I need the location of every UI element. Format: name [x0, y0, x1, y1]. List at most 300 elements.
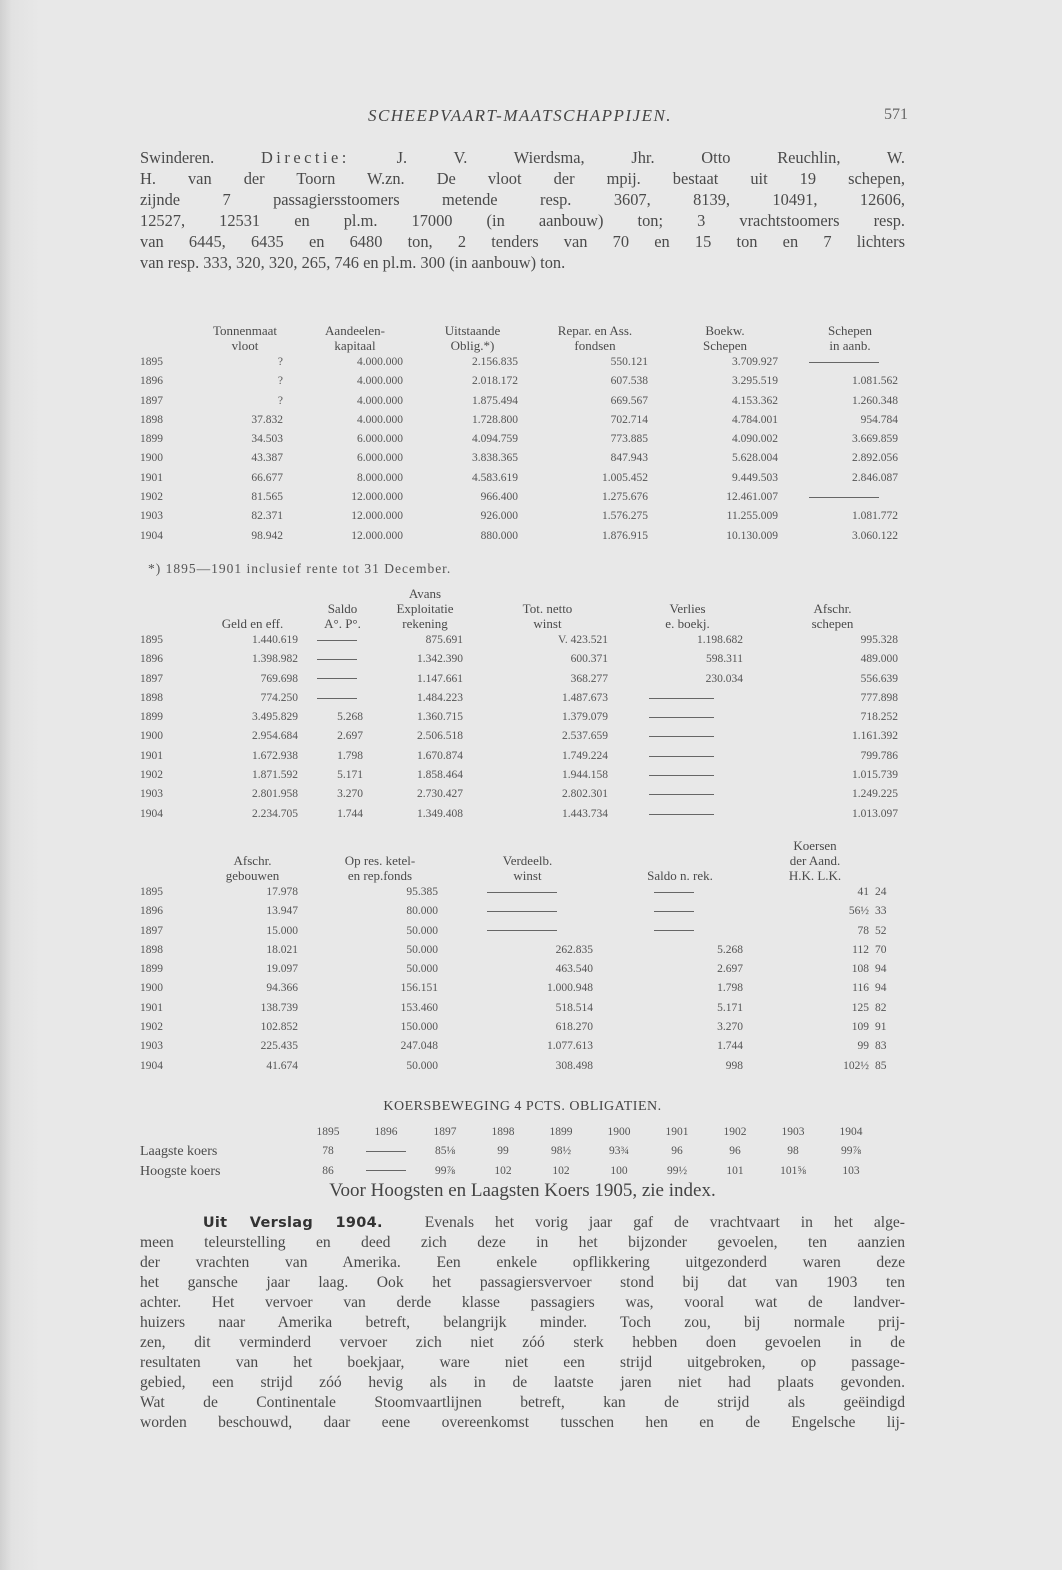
bond-year: 1899 — [549, 1126, 573, 1138]
bond-value: 93¾ — [608, 1145, 630, 1158]
column-header: A°. P°. — [324, 616, 361, 631]
value-cell — [605, 922, 755, 941]
value-cell: 81.565 — [251, 491, 283, 504]
column-header: Verdeelb. — [502, 853, 553, 868]
bond-year: 1904 — [839, 1126, 863, 1138]
value-cell: 1.379.079 — [562, 711, 608, 724]
value-cell: 150.000 — [400, 1021, 438, 1034]
column-header: gebouwen — [225, 868, 280, 883]
year-cell: 1903 — [140, 510, 163, 523]
year-cell: 1904 — [140, 1059, 163, 1072]
bond-value: 101 — [726, 1164, 744, 1177]
directie-label: Directie: — [260, 148, 350, 167]
value-cell: 3.669.859 — [852, 433, 898, 446]
value-cell: 1.349.408 — [417, 807, 463, 820]
value-cell: 1.576.275 — [602, 510, 648, 523]
value-cell: 56½ — [848, 905, 869, 918]
table-row — [140, 449, 910, 468]
value-cell: 550.121 — [610, 356, 648, 368]
value-cell — [605, 883, 755, 902]
report-line: zen, dit verminderd vervoer zich niet zóó sterk hebben doen gevoelen in de — [140, 1334, 905, 1351]
value-cell: 1.672.938 — [252, 749, 298, 762]
value-cell: 2.506.518 — [417, 730, 463, 743]
intro-paragraph — [140, 147, 905, 273]
column-header — [605, 838, 755, 853]
value-cell — [620, 766, 755, 785]
value-cell: 78 — [857, 924, 869, 937]
report-lead: Uit Verslag 1904. — [202, 1215, 383, 1231]
year-cell: 1899 — [140, 711, 163, 724]
column-header: Tonnenmaat — [212, 323, 278, 338]
dash-placeholder — [487, 911, 557, 912]
value-cell: 6.000.000 — [357, 433, 403, 446]
bond-year: 1902 — [723, 1126, 747, 1138]
bond-row — [140, 1162, 880, 1181]
value-cell: 4.000.000 — [357, 413, 403, 426]
value-cell: 3.270 — [717, 1021, 743, 1034]
column-header: Saldo — [327, 601, 358, 616]
value-cell: 926.000 — [480, 510, 518, 523]
value-cell: 600.371 — [570, 653, 608, 666]
value-cell: 50.000 — [406, 963, 438, 976]
value-cell — [605, 902, 755, 921]
value-cell: 138.739 — [260, 1001, 298, 1014]
bond-value: 100 — [610, 1164, 628, 1177]
bond-year: 1895 — [316, 1126, 340, 1138]
column-header: Afschr. — [813, 601, 852, 616]
value-cell: 1.342.390 — [417, 653, 463, 666]
value-cell — [620, 708, 755, 727]
bond-value: 99⅞ — [840, 1145, 862, 1158]
table-row — [140, 507, 910, 526]
value-cell — [620, 689, 755, 708]
dash-placeholder — [317, 640, 357, 641]
value-cell: 702.714 — [610, 413, 648, 426]
value-cell — [620, 727, 755, 746]
value-cell: 875.691 — [425, 634, 463, 646]
value-cell: 52 — [875, 924, 887, 937]
value-cell: 15.000 — [266, 924, 298, 937]
year-cell: 1903 — [140, 788, 163, 801]
value-cell: ? — [277, 394, 283, 407]
column-header: Oblig.*) — [450, 338, 495, 353]
table-row — [140, 488, 910, 507]
value-cell: 230.034 — [705, 672, 743, 685]
year-cell: 1898 — [140, 413, 163, 426]
column-header: Op res. ketel- — [344, 853, 416, 868]
column-header — [140, 838, 195, 853]
bond-value: 99⅞ — [434, 1164, 456, 1177]
value-cell: 108 — [851, 963, 869, 976]
table-row — [140, 650, 910, 669]
column-header — [140, 616, 195, 631]
bond-row — [140, 1142, 880, 1161]
intro-line: H. van der Toorn W.zn. De vloot der mpij. bestaat uit 19 schepen, — [140, 169, 905, 188]
year-cell: 1899 — [140, 433, 163, 446]
bond-value: 103 — [842, 1164, 860, 1177]
column-header: Koersen — [793, 838, 837, 853]
bond-value: 85⅛ — [434, 1145, 456, 1158]
column-header: Saldo n. rek. — [647, 868, 713, 883]
value-cell: 98.942 — [251, 529, 283, 542]
value-cell: 94 — [875, 963, 887, 976]
intro-line: Swinderen. Directie: J. V. Wierdsma, Jhr. Otto Reuchlin, W. — [140, 148, 905, 167]
column-header — [450, 838, 605, 853]
value-cell — [310, 670, 375, 689]
value-cell: ? — [277, 375, 283, 388]
column-header: schepen — [811, 616, 854, 631]
year-cell: 1904 — [140, 807, 163, 820]
report-line: meen teleurstelling en deed zich deze in het bijzonder gevoelen, ten aanzien — [140, 1234, 905, 1251]
fleet-capital-table — [140, 323, 910, 546]
table-row — [140, 1037, 910, 1056]
year-cell: 1895 — [140, 886, 163, 898]
intro-line: van resp. 333, 320, 320, 265, 746 en pl.m. 300 (in aanbouw) ton. — [140, 253, 566, 272]
year-cell: 1895 — [140, 634, 163, 646]
value-cell: 1.005.452 — [602, 471, 648, 484]
column-header: winst — [533, 616, 562, 631]
value-cell: 1.798 — [337, 749, 363, 762]
bond-value: 86 — [322, 1164, 334, 1177]
bond-year: 1896 — [374, 1126, 398, 1138]
value-cell: 9.449.503 — [732, 471, 778, 484]
value-cell: 94 — [875, 982, 887, 995]
value-cell: 1.484.223 — [417, 691, 463, 704]
column-header — [475, 586, 620, 601]
value-cell: 94.366 — [266, 982, 298, 995]
value-cell: 1.744 — [717, 1040, 743, 1053]
dash-placeholder — [809, 362, 879, 363]
value-cell: 1.858.464 — [417, 769, 463, 782]
table-row — [140, 353, 910, 372]
value-cell — [620, 747, 755, 766]
value-cell: 2.846.087 — [852, 471, 898, 484]
value-cell: 262.835 — [555, 943, 593, 956]
value-cell: 70 — [875, 943, 887, 956]
value-cell: 116 — [852, 982, 869, 995]
value-cell: 5.171 — [337, 769, 363, 782]
table-row — [140, 902, 910, 921]
dash-placeholder — [649, 717, 714, 718]
value-cell: 83 — [875, 1040, 887, 1053]
value-cell: 1.013.097 — [852, 807, 898, 820]
page-title: SCHEEPVAART-MAATSCHAPPIJEN. — [367, 106, 673, 125]
bond-value — [356, 1162, 416, 1181]
value-cell: 1.871.592 — [252, 769, 298, 782]
table-row — [140, 708, 910, 727]
value-cell — [450, 902, 605, 921]
value-cell: 556.639 — [860, 672, 898, 685]
value-cell: 3.709.927 — [732, 356, 778, 368]
column-header: Geld en eff. — [221, 616, 284, 631]
value-cell: 4.784.001 — [732, 413, 778, 426]
value-cell: 1.275.676 — [602, 491, 648, 504]
intro-line: 12527, 12531 en pl.m. 17000 (in aanbouw) ton; 3 vrachtstoomers resp. — [140, 211, 905, 230]
year-cell: 1900 — [140, 730, 163, 743]
value-cell: 998 — [725, 1059, 743, 1072]
bond-year-row — [140, 1123, 880, 1142]
value-cell: 2.018.172 — [472, 375, 518, 388]
value-cell: 2.954.684 — [252, 730, 298, 743]
value-cell: 777.898 — [860, 691, 898, 704]
value-cell: 598.311 — [706, 653, 743, 666]
dash-placeholder — [317, 678, 357, 679]
dash-placeholder — [649, 698, 714, 699]
year-cell: 1896 — [140, 653, 163, 666]
value-cell: 618.270 — [555, 1021, 593, 1034]
value-cell: 2.801.958 — [252, 788, 298, 801]
bond-year: 1897 — [433, 1126, 457, 1138]
table-row — [140, 430, 910, 449]
header-row — [140, 616, 910, 631]
report-line: Wat de Continentale Stoomvaartlijnen betreft, kan de strijd als geëindigd — [140, 1394, 905, 1411]
year-cell: 1899 — [140, 963, 163, 976]
dash-placeholder — [317, 698, 357, 699]
report-line: resultaten van het boekjaar, ware niet een strijd uitgebroken, op passage- — [140, 1354, 905, 1371]
dash-placeholder — [366, 1151, 406, 1152]
table-row — [140, 941, 910, 960]
report-line: huizers naar Amerika betreft, belangrijk minder. Toch zou, bij normale prij- — [140, 1314, 905, 1331]
value-cell: 17.978 — [266, 886, 298, 898]
value-cell: 4.094.759 — [472, 433, 518, 446]
value-cell: 1.670.874 — [417, 749, 463, 762]
bond-value: 96 — [671, 1145, 683, 1158]
value-cell: 82.371 — [251, 510, 283, 523]
value-cell: 1.081.562 — [852, 375, 898, 388]
table-row — [140, 979, 910, 998]
value-cell: V. 423.521 — [558, 634, 608, 646]
value-cell: 12.000.000 — [351, 529, 403, 542]
bond-year: 1898 — [491, 1126, 515, 1138]
value-cell: 2.234.705 — [252, 807, 298, 820]
bond-value: 98½ — [550, 1145, 572, 1158]
value-cell: 8.000.000 — [357, 471, 403, 484]
value-cell: 1.081.772 — [852, 510, 898, 523]
value-cell: 1.440.619 — [252, 634, 298, 646]
table-row — [140, 469, 910, 488]
column-header: Repar. en Ass. — [557, 323, 633, 338]
intro-line: zijnde 7 passagiersstoomers metende resp. 3607, 8139, 10491, 12606, — [140, 190, 905, 209]
value-cell: 41.674 — [266, 1059, 298, 1072]
value-cell — [310, 689, 375, 708]
value-cell: 112 — [852, 943, 869, 956]
header-row — [140, 601, 910, 616]
value-cell: 2.697 — [337, 730, 363, 743]
value-cell: ? — [277, 356, 283, 368]
value-cell: 1.728.800 — [472, 413, 518, 426]
intro-line: van 6445, 6435 en 6480 ton, 2 tenders van 70 en 15 ton en 7 lichters — [140, 232, 905, 251]
table-row — [140, 1057, 910, 1076]
column-header: Uitstaande — [444, 323, 501, 338]
year-cell: 1904 — [140, 529, 163, 542]
year-cell: 1901 — [140, 749, 163, 762]
year-cell: 1901 — [140, 1001, 163, 1014]
value-cell: 1.000.948 — [547, 982, 593, 995]
table-row — [140, 689, 910, 708]
value-cell: 4.153.362 — [732, 394, 778, 407]
value-cell: 5.268 — [337, 711, 363, 724]
value-cell: 1.260.348 — [852, 394, 898, 407]
value-cell: 1.398.982 — [252, 653, 298, 666]
table-row — [140, 527, 910, 546]
year-cell: 1897 — [140, 394, 163, 407]
column-header: Schepen — [827, 323, 873, 338]
value-cell: 847.943 — [610, 452, 648, 465]
value-cell: 669.567 — [610, 394, 648, 407]
column-header — [195, 601, 310, 616]
table-row — [140, 727, 910, 746]
value-cell: 43.387 — [251, 452, 283, 465]
header-row — [140, 853, 910, 868]
value-cell: 995.328 — [860, 634, 898, 646]
value-cell: 1.487.673 — [562, 691, 608, 704]
dash-placeholder — [649, 736, 714, 737]
value-cell: 91 — [875, 1021, 887, 1034]
column-header: fondsen — [574, 338, 616, 353]
value-cell: 1.744 — [337, 807, 363, 820]
column-header: Exploitatie — [396, 601, 454, 616]
dash-placeholder — [317, 659, 357, 660]
running-header — [140, 106, 908, 132]
value-cell: 102.852 — [260, 1021, 298, 1034]
dash-placeholder — [366, 1170, 406, 1171]
value-cell: 50.000 — [406, 943, 438, 956]
column-header: der Aand. — [789, 853, 841, 868]
value-cell: 1.876.915 — [602, 529, 648, 542]
column-header — [310, 586, 375, 601]
column-header — [140, 323, 195, 338]
value-cell: 18.021 — [266, 943, 298, 956]
column-header — [140, 586, 195, 601]
year-cell: 1902 — [140, 769, 163, 782]
value-cell: 4.000.000 — [357, 356, 403, 368]
column-header — [140, 868, 195, 883]
year-cell: 1898 — [140, 691, 163, 704]
column-header — [140, 601, 195, 616]
column-header — [195, 586, 310, 601]
bond-price-table — [140, 1123, 880, 1181]
table-row — [140, 922, 910, 941]
column-header — [140, 853, 195, 868]
header-row — [140, 586, 910, 601]
value-cell: 5.268 — [717, 943, 743, 956]
dash-placeholder — [654, 930, 694, 931]
table-row — [140, 411, 910, 430]
column-header: kapitaal — [334, 338, 376, 353]
column-header — [620, 586, 755, 601]
value-cell: 3.295.519 — [732, 375, 778, 388]
bond-value: 78 — [322, 1145, 334, 1158]
value-cell: 1.015.739 — [852, 769, 898, 782]
value-cell — [790, 488, 910, 507]
report-line: worden beschouwd, daar eene overeenkomst tusschen hen en de Engelsche lij- — [140, 1414, 905, 1431]
column-header: winst — [513, 868, 542, 883]
value-cell: 80.000 — [406, 905, 438, 918]
value-cell: 4.000.000 — [357, 375, 403, 388]
value-cell: 1.798 — [717, 982, 743, 995]
header-row — [140, 323, 910, 338]
column-header: Schepen — [702, 338, 748, 353]
header-row — [140, 338, 910, 353]
value-cell: 33 — [875, 905, 887, 918]
report-line: der vrachten van Amerika. Een enkele opflikkering uitgezonderd waren deze — [140, 1254, 905, 1271]
header-row — [140, 838, 910, 853]
index-note: Voor Hoogsten en Laagsten Koers 1905, zie index. — [329, 1180, 716, 1201]
value-cell: 109 — [851, 1021, 869, 1034]
dash-placeholder — [649, 775, 714, 776]
report-line: het gansche jaar laag. Ook het passagiersvervoer stond bij dat van 1903 ten — [140, 1274, 905, 1291]
table1-footnote: *) 1895—1901 inclusief rente tot 31 December. — [148, 561, 452, 576]
table-row — [140, 960, 910, 979]
value-cell: 2.537.659 — [562, 730, 608, 743]
page-number: 571 — [884, 106, 908, 123]
value-cell: 2.156.835 — [472, 356, 518, 368]
report-line: gebied, een strijd zóó hevig als in de laatste jaren niet had plaats gevonden. — [140, 1374, 905, 1391]
column-header — [140, 338, 195, 353]
value-cell: 66.677 — [251, 471, 283, 484]
table-row — [140, 785, 910, 804]
value-cell: 2.892.056 — [852, 452, 898, 465]
year-cell: 1897 — [140, 672, 163, 685]
value-cell: 19.097 — [266, 963, 298, 976]
value-cell: 10.130.009 — [726, 529, 778, 542]
year-cell: 1903 — [140, 1040, 163, 1053]
column-header: Afschr. — [233, 853, 272, 868]
value-cell: 13.947 — [266, 905, 298, 918]
dash-placeholder — [487, 930, 557, 931]
report-line: achter. Het vervoer van derde klasse passagiers was, vooral wat de landver- — [140, 1294, 905, 1311]
value-cell: 1.077.613 — [547, 1040, 593, 1053]
value-cell: 50.000 — [406, 1059, 438, 1072]
bond-row-label: Laagste koers — [140, 1144, 218, 1160]
year-cell: 1901 — [140, 471, 163, 484]
value-cell: 50.000 — [406, 924, 438, 937]
dash-placeholder — [809, 497, 879, 498]
value-cell: 799.786 — [860, 749, 898, 762]
bond-section-title: KOERSBEWEGING 4 PCTS. OBLIGATIEN. — [383, 1099, 662, 1114]
column-header: vloot — [231, 338, 259, 353]
header-row — [140, 868, 910, 883]
value-cell — [790, 353, 910, 372]
column-header: in aanb. — [829, 338, 871, 353]
value-cell: 11.255.009 — [726, 510, 778, 523]
value-cell: 954.784 — [860, 413, 898, 426]
value-cell: 5.171 — [717, 1001, 743, 1014]
value-cell: 1.360.715 — [417, 711, 463, 724]
value-cell: 966.400 — [480, 491, 518, 504]
value-cell: 6.000.000 — [357, 452, 403, 465]
value-cell: 85 — [875, 1059, 887, 1072]
dash-placeholder — [649, 794, 714, 795]
value-cell: 518.514 — [555, 1001, 593, 1014]
value-cell: 95.385 — [406, 886, 438, 898]
year-cell: 1896 — [140, 905, 163, 918]
table-row — [140, 392, 910, 411]
value-cell: 1.944.158 — [562, 769, 608, 782]
column-header — [195, 838, 310, 853]
year-cell: 1902 — [140, 1021, 163, 1034]
depreciation-dividend-table — [140, 838, 910, 1076]
value-cell: 489.000 — [860, 653, 898, 666]
dash-placeholder — [649, 756, 714, 757]
bond-value: 101⅝ — [780, 1164, 806, 1177]
table-row — [140, 999, 910, 1018]
column-header — [755, 586, 910, 601]
value-cell: 2.697 — [717, 963, 743, 976]
column-header: Verlies — [669, 601, 706, 616]
report-line: Uit Verslag 1904. Evenals het vorig jaar gaf de vrachtvaart in het alge- — [202, 1214, 906, 1231]
value-cell — [450, 922, 605, 941]
